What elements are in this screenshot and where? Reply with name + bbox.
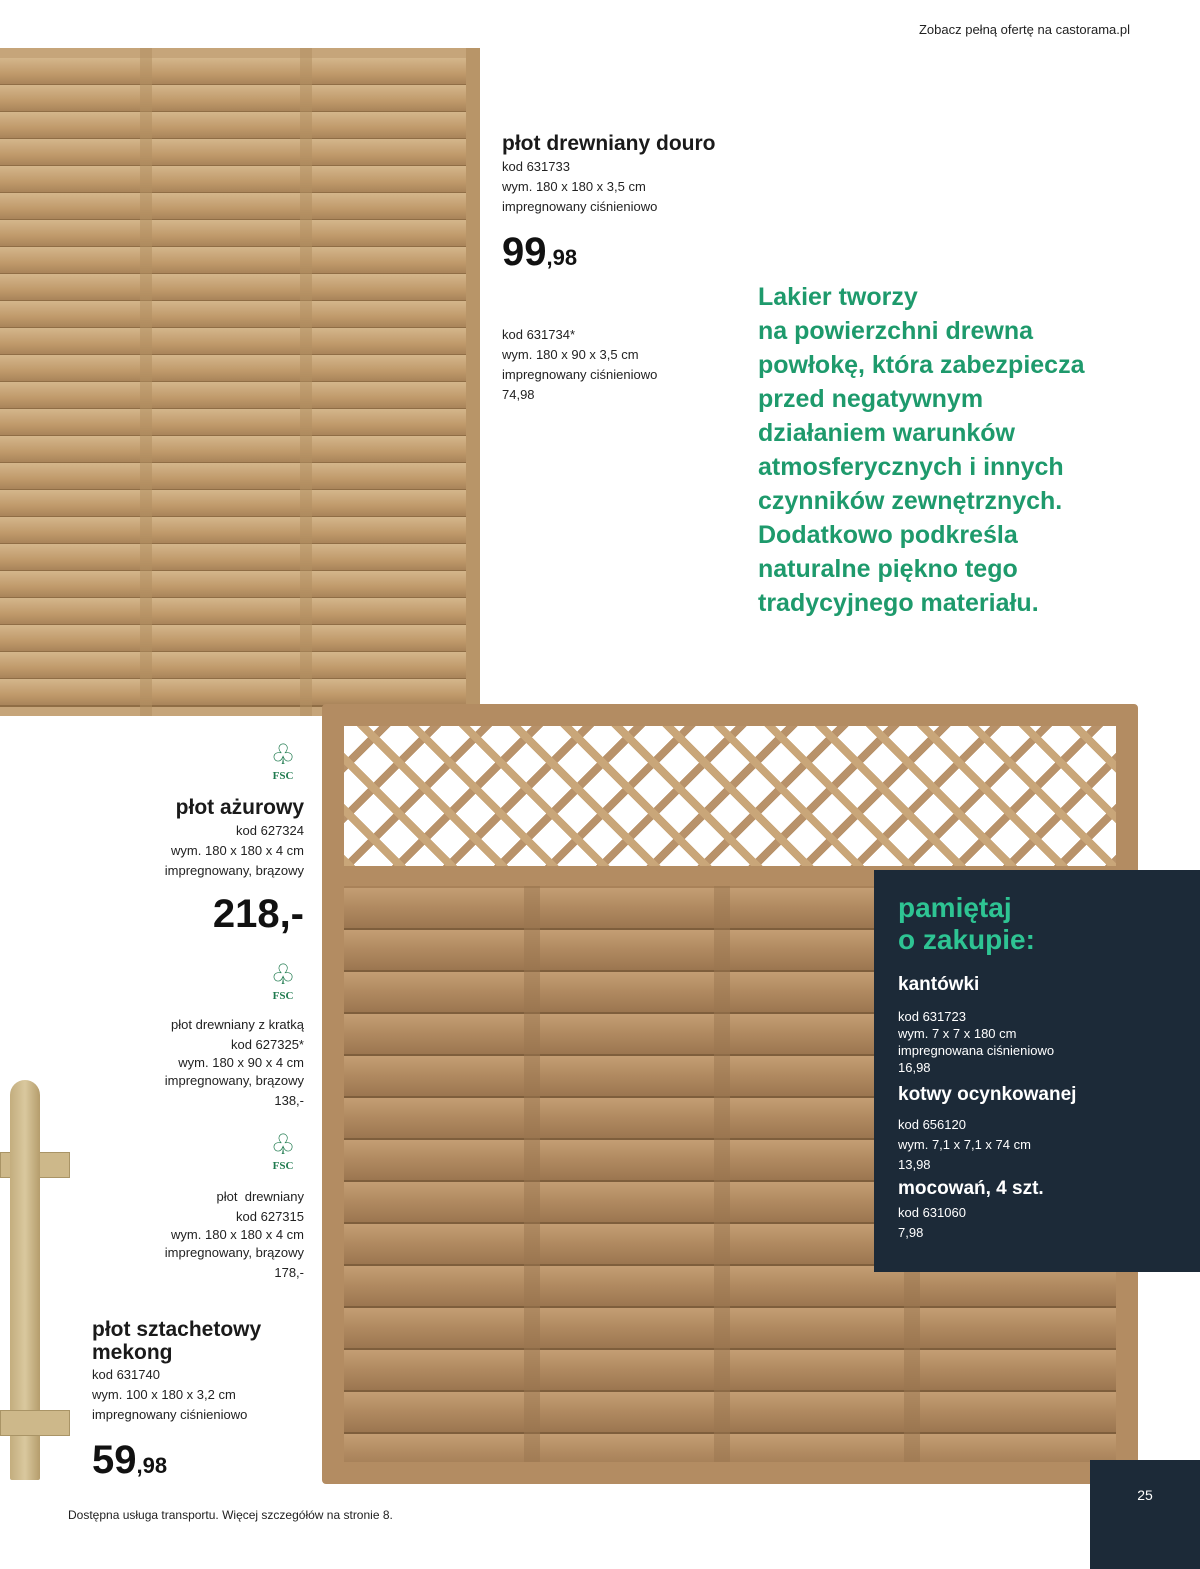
douro-price (502, 230, 577, 275)
azurowy-title: płot ażurowy (175, 796, 304, 819)
fence-board (344, 1266, 1116, 1309)
fence-board (0, 436, 466, 464)
promo-line: tradycyjnego materiału. (758, 589, 1039, 617)
promo-line: Lakier tworzy (758, 283, 918, 311)
mekong-title-line2: mekong (92, 1341, 173, 1364)
mekong-price-cents: ,98 (136, 1453, 168, 1478)
fsc-label: FSC (272, 990, 294, 1002)
kotwy-price: 13,98 (898, 1157, 931, 1172)
reminder-heading (898, 892, 1035, 956)
douro-price-main: 99 (502, 230, 547, 274)
drewniany-title: płot drewniany (216, 1189, 304, 1204)
drewniany-kod: kod 627315 (236, 1209, 304, 1224)
fence-post (524, 886, 540, 1462)
reminder-heading-line1: pamiętaj (898, 892, 1012, 923)
fence-post (140, 48, 152, 716)
kratka-title: płot drewniany z kratką (171, 1017, 304, 1032)
promo-line: działaniem warunków (758, 419, 1016, 447)
fence-board (0, 58, 466, 86)
promo-line: na powierzchni drewna (758, 317, 1034, 345)
mekong-price (92, 1438, 167, 1483)
promo-line: czynników zewnętrznych. (758, 487, 1063, 515)
fence-board (344, 1350, 1116, 1393)
kratka-price: 138,- (274, 1093, 304, 1108)
kotwy-title: kotwy ocynkowanej (898, 1084, 1077, 1105)
fsc-label: FSC (272, 1160, 294, 1172)
azurowy-kod: kod 627324 (236, 823, 304, 838)
fence-board (0, 328, 466, 356)
drewniany-wym: wym. 180 x 180 x 4 cm (171, 1227, 304, 1242)
promo-text (758, 280, 1158, 620)
azurowy-price (104, 892, 304, 937)
fence-board (0, 247, 466, 275)
fence-post (714, 886, 730, 1462)
azurowy-wym: wym. 180 x 180 x 4 cm (171, 843, 304, 858)
fsc-label: FSC (272, 770, 294, 782)
kotwy-kod: kod 656120 (898, 1117, 966, 1132)
fence-board (0, 409, 466, 437)
douro-var-kod: kod 631734* (502, 327, 576, 342)
fence-board (0, 382, 466, 410)
douro-var-wym: wym. 180 x 90 x 3,5 cm (502, 347, 639, 362)
fence-board (0, 490, 466, 518)
fence-board (0, 274, 466, 302)
fence-board (0, 571, 466, 599)
promo-line: naturalne piękno tego (758, 555, 1018, 583)
mekong-kod: kod 631740 (92, 1367, 160, 1382)
fence-board (0, 625, 466, 653)
tree-icon: ♧ (270, 959, 296, 990)
fence-board (0, 112, 466, 140)
kratka-wym: wym. 180 x 90 x 4 cm (178, 1055, 304, 1070)
douro-price-cents: ,98 (546, 245, 578, 270)
mocowan-title: mocowań, 4 szt. (898, 1178, 1044, 1199)
douro-impreg: impregnowany ciśnieniowo (502, 199, 658, 214)
tree-icon: ♧ (270, 739, 296, 770)
douro-var-impreg: impregnowany ciśnieniowo (502, 367, 658, 382)
mekong-title (92, 1318, 261, 1364)
fence-board (0, 85, 466, 113)
fence-board (0, 652, 466, 680)
fence-board (0, 679, 466, 707)
post-rail (0, 1410, 70, 1436)
mekong-title-line1: płot sztachetowy (92, 1318, 262, 1341)
fence-board (0, 598, 466, 626)
fence-board (344, 1392, 1116, 1435)
douro-wym: wym. 180 x 180 x 3,5 cm (502, 179, 646, 194)
mocowan-price: 7,98 (898, 1225, 924, 1240)
fence-board (0, 139, 466, 167)
douro-title: płot drewniany douro (502, 132, 716, 155)
kantowki-impreg: impregnowana ciśnieniowo (898, 1043, 1055, 1058)
drewniany-price: 178,- (274, 1265, 304, 1280)
fence-board (0, 193, 466, 221)
reminder-box (874, 870, 1200, 1272)
lattice-top (344, 726, 1116, 866)
fsc-logo (260, 960, 306, 1008)
fence-board (0, 220, 466, 248)
fence-board (0, 544, 466, 572)
kantowki-price: 16,98 (898, 1060, 931, 1075)
reminder-heading-line2: o zakupie: (898, 924, 1035, 955)
fence-board (0, 301, 466, 329)
kantowki-wym: wym. 7 x 7 x 180 cm (898, 1026, 1017, 1041)
fence-board (344, 1434, 1116, 1477)
mekong-price-main: 59 (92, 1438, 137, 1482)
fsc-logo (260, 1130, 306, 1178)
kratka-kod: kod 627325* (230, 1037, 304, 1052)
footer-note: Dostępna usługa transportu. Więcej szczegółów na stronie 8. (68, 1508, 393, 1522)
fence-board (0, 517, 466, 545)
kratka-impreg: impregnowany, brązowy (164, 1073, 304, 1088)
kantowki-kod: kod 631723 (898, 1009, 966, 1024)
mocowan-kod: kod 631060 (898, 1205, 966, 1220)
douro-var-price: 74,98 (502, 387, 535, 402)
promo-line: atmosferycznych i innych (758, 453, 1064, 481)
azurowy-impreg: impregnowany, brązowy (164, 863, 304, 878)
douro-fence-image (0, 48, 480, 716)
tree-icon: ♧ (270, 1129, 296, 1160)
picket-post-image (0, 1080, 70, 1480)
fsc-logo (260, 740, 306, 788)
fence-board (0, 355, 466, 383)
promo-line: Dodatkowo podkreśla (758, 521, 1018, 549)
promo-line: przed negatywnym (758, 385, 984, 413)
fence-board (0, 166, 466, 194)
fence-board (0, 463, 466, 491)
kotwy-wym: wym. 7,1 x 7,1 x 74 cm (898, 1137, 1031, 1152)
fence-post (300, 48, 312, 716)
douro-kod: kod 631733 (502, 159, 570, 174)
fence-board (344, 1308, 1116, 1351)
drewniany-impreg: impregnowany, brązowy (164, 1245, 304, 1260)
mekong-wym: wym. 100 x 180 x 3,2 cm (92, 1387, 236, 1402)
kantowki-title: kantówki (898, 974, 980, 995)
promo-line: powłokę, która zabezpiecza (758, 351, 1085, 379)
castorama-link[interactable]: Zobacz pełną ofertę na castorama.pl (918, 22, 1130, 37)
mekong-impreg: impregnowany ciśnieniowo (92, 1407, 248, 1422)
page-number: 25 (1090, 1460, 1200, 1569)
azurowy-price-value: 218,- (212, 892, 304, 936)
